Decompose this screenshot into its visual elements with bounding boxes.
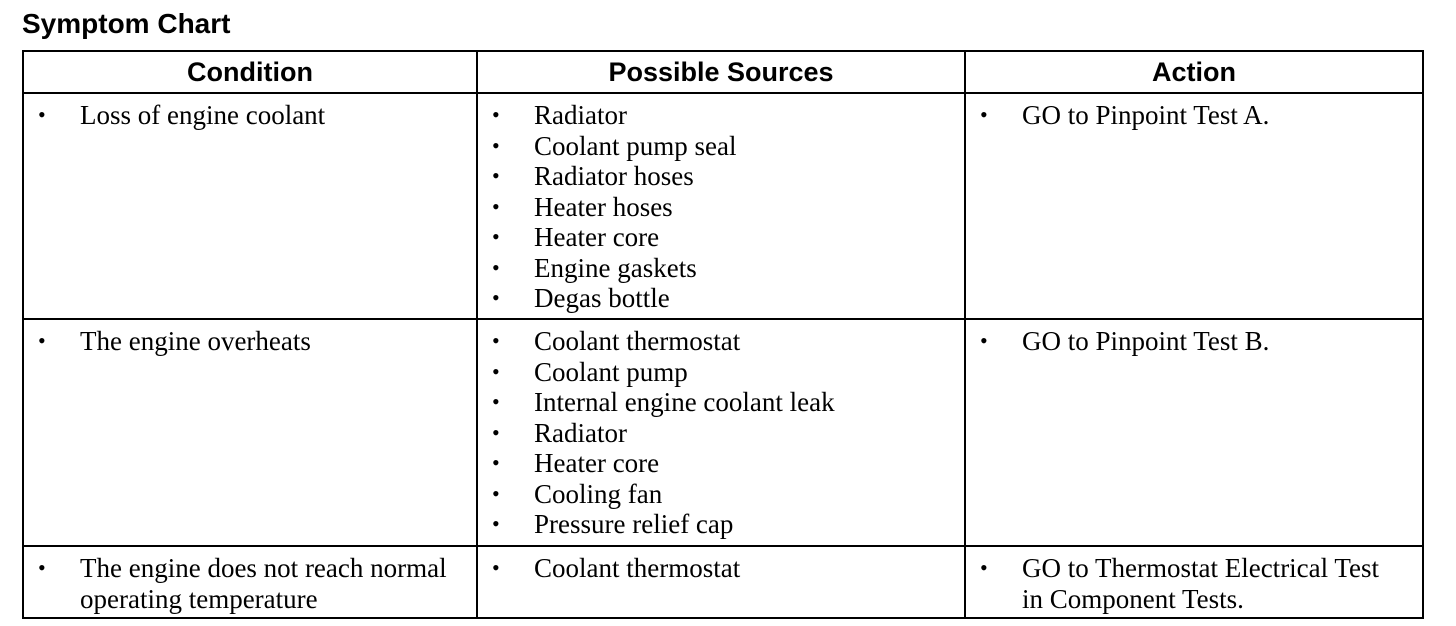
- table-row: [23, 546, 1423, 618]
- sources-list: [478, 553, 964, 584]
- source-item: • Heater hoses: [478, 192, 964, 223]
- action-list: [966, 326, 1422, 357]
- condition-list: [24, 326, 476, 357]
- action-list: [966, 553, 1422, 614]
- source-item: • Engine gaskets: [478, 253, 964, 284]
- condition-list: [24, 100, 476, 131]
- action-cell: [965, 319, 1423, 546]
- table-row: [23, 93, 1423, 319]
- source-item: • Coolant thermostat: [478, 553, 964, 584]
- sources-list: [478, 100, 964, 314]
- sources-list: [478, 326, 964, 540]
- action-item: • GO to Thermostat Electrical Test in Component Tests.: [966, 553, 1422, 614]
- source-item: • Coolant thermostat: [478, 326, 964, 357]
- column-header-possible-sources: Possible Sources: [477, 51, 965, 93]
- source-item: • Radiator: [478, 100, 964, 131]
- action-item: • GO to Pinpoint Test B.: [966, 326, 1422, 357]
- page-title: Symptom Chart: [22, 8, 231, 39]
- action-cell: [965, 546, 1423, 618]
- source-item: • Pressure relief cap: [478, 509, 964, 540]
- source-item: • Internal engine coolant leak: [478, 387, 964, 418]
- source-item: • Radiator hoses: [478, 161, 964, 192]
- source-item: • Degas bottle: [478, 283, 964, 314]
- condition-cell: [23, 546, 477, 618]
- condition-item: • Loss of engine coolant: [24, 100, 476, 131]
- table-header-row: [23, 51, 1423, 93]
- column-header-condition: Condition: [23, 51, 477, 93]
- source-item: • Heater core: [478, 448, 964, 479]
- condition-cell: [23, 93, 477, 319]
- sources-cell: [477, 93, 965, 319]
- source-item: • Radiator: [478, 418, 964, 449]
- sources-cell: [477, 319, 965, 546]
- source-item: • Coolant pump: [478, 357, 964, 388]
- action-list: [966, 100, 1422, 131]
- column-header-action: Action: [965, 51, 1423, 93]
- condition-item: • The engine does not reach normal operating temperature: [24, 553, 476, 614]
- sources-cell: [477, 546, 965, 618]
- symptom-table: [22, 50, 1424, 619]
- action-cell: [965, 93, 1423, 319]
- condition-list: [24, 553, 476, 614]
- action-item: • GO to Pinpoint Test A.: [966, 100, 1422, 131]
- source-item: • Heater core: [478, 222, 964, 253]
- source-item: • Cooling fan: [478, 479, 964, 510]
- source-item: • Coolant pump seal: [478, 131, 964, 162]
- condition-cell: [23, 319, 477, 546]
- table-row: [23, 319, 1423, 546]
- condition-item: • The engine overheats: [24, 326, 476, 357]
